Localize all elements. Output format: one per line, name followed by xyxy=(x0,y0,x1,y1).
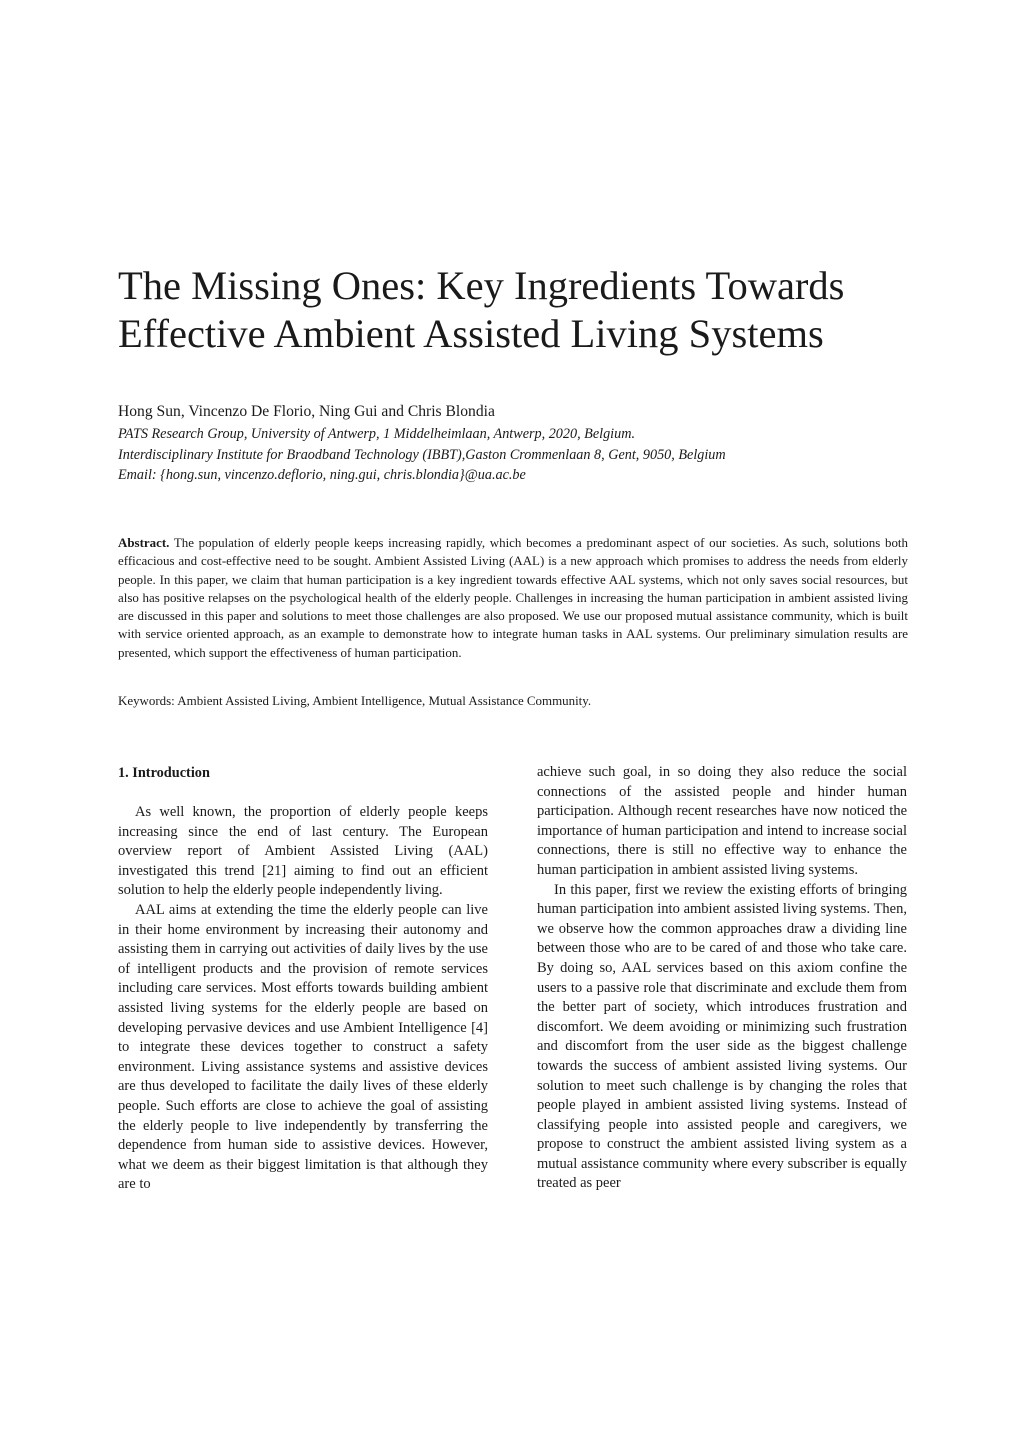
right-column xyxy=(537,763,907,1194)
title-line: The Missing Ones: Key Ingredients Towards xyxy=(118,263,845,308)
affiliations xyxy=(118,424,938,486)
section-heading: 1. Introduction xyxy=(118,765,210,781)
paper-title xyxy=(118,262,918,358)
abstract xyxy=(118,534,908,662)
abstract-text: The population of elderly people keeps increasing rapidly, which becomes a predominant aspect of our societies. As such, solutions both efficacious and cost-effective need to be sought. Ambient Assisted Living (AAL) is a new approach which promises to address the needs from elderly people. In this paper, we claim that human participation is a key ingredient towards effective AAL systems, which not only saves social resources, but also has positive relapses on the psychological health of the elderly people. Challenges in increasing the human participation in ambient assisted living are discussed in this paper and solutions to meet those challenges are also proposed. We use our proposed mutual assistance community, which is built with service oriented approach, as an example to demonstrate how to integrate human tasks in AAL systems. Our preliminary simulation results are presented, which support the effectiveness of human participation. xyxy=(118,535,908,660)
affiliation-line: Interdisciplinary Institute for Braodband Technology (IBBT),Gaston Crommenlaan 8, Gent, 9050, Belgium xyxy=(118,446,726,463)
email-line: Email: {hong.sun, vincenzo.deflorio, ning.gui, chris.blondia}@ua.ac.be xyxy=(118,467,526,483)
keywords: Keywords: Ambient Assisted Living, Ambient Intelligence, Mutual Assistance Community. xyxy=(118,693,592,708)
title-line: Effective Ambient Assisted Living Systems xyxy=(118,311,824,356)
paragraph: achieve such goal, in so doing they also reduce the social connections of the assisted people and hinder human participation. Although recent researches have now noticed the importance of human participation and intend to increase social connections, there is still no effective way to enhance the human participation in ambient assisted living systems. xyxy=(537,764,907,878)
affiliation-line: PATS Research Group, University of Antwerp, 1 Middelheimlaan, Antwerp, 2020, Belgium. xyxy=(118,426,636,442)
paragraph: In this paper, first we review the existing efforts of bringing human participation into ambient assisted living systems. Then, we observe how the common approaches draw a dividing line between those who are to be cared of and those who take care. By doing so, AAL services based on this axiom confine the users to a passive role that discriminate and exclude them from the better part of society, which introduces frustration and discomfort. We deem avoiding or minimizing such frustration and discomfort from the user side as the biggest challenge towards the success of ambient assisted living systems. Our solution to meet such challenge is by changing the roles that people played in ambient assisted living systems. Instead of classifying people into assisted people and caregivers, we propose to construct the ambient assisted living system as a mutual assistance community where every subscriber is equally treated as peer xyxy=(537,881,907,1192)
abstract-label: Abstract. xyxy=(118,535,170,550)
left-column xyxy=(118,803,488,1195)
paragraph: AAL aims at extending the time the elderly people can live in their home environment by increasing their autonomy and assisting them in carrying out activities of daily lives by the use of intelligent products and the provision of remote services including care services. Most efforts towards building ambient assisted living systems for the elderly people are based on developing pervasive devices and use Ambient Intelligence [4] to integrate these devices together to construct a safety environment. Living assistance systems and assistive devices are thus developed to facilitate the daily lives of these elderly people. Such efforts are close to achieve the goal of assisting the elderly people to live independently by transferring the dependence from human side to assistive devices. However, what we deem as their biggest limitation is that although they are to xyxy=(118,901,488,1193)
paragraph: As well known, the proportion of elderly people keeps increasing since the end of last century. The European overview report of Ambient Assisted Living (AAL) investigated this trend [21] aiming to find out an efficient solution to help the elderly people independently living. xyxy=(118,804,488,899)
author-list: Hong Sun, Vincenzo De Florio, Ning Gui and Chris Blondia xyxy=(118,403,495,420)
